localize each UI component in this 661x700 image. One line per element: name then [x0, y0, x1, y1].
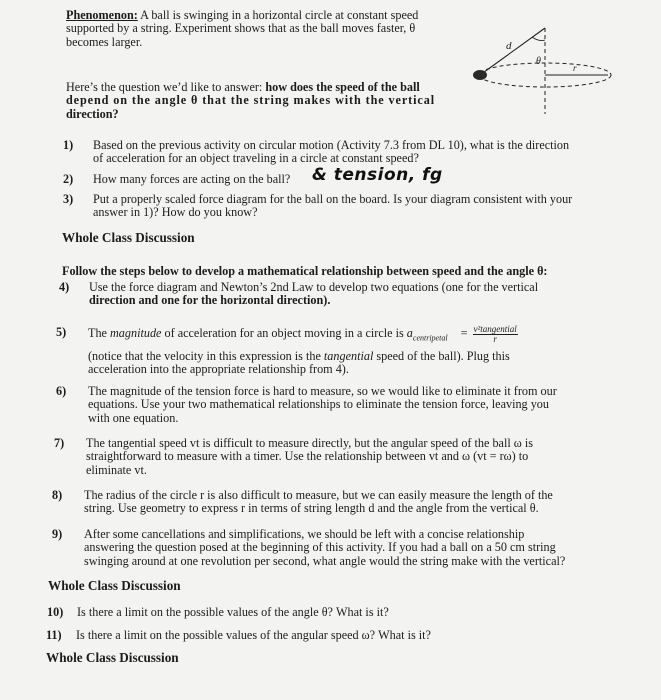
- q9-text: [84, 528, 640, 568]
- question-intro: Here’s the question we’d like to answer:: [66, 80, 266, 94]
- q7-line-3: eliminate vt.: [86, 462, 147, 477]
- ball-icon: [473, 70, 487, 80]
- q6-text: [88, 385, 638, 425]
- q7-text: [86, 437, 638, 477]
- q2-handwritten-answer: & tension, fg: [312, 165, 443, 185]
- q3-text: [93, 193, 638, 220]
- q5-line-1c: of acceleration for an object moving in a circle is: [161, 326, 407, 340]
- q3-number: 3): [63, 192, 74, 206]
- q5-line-1a: The: [88, 326, 110, 340]
- q5-tangential: tangential: [323, 349, 374, 363]
- q8-line-1: The radius of the circle r is also difficult to measure, but we can easily measure the length of the: [84, 488, 553, 502]
- question-bold-3: direction?: [66, 106, 119, 121]
- q5-number: 5): [56, 325, 67, 339]
- q5-equals: =: [460, 326, 468, 340]
- q7-line-1: The tangential speed vt is difficult to measure directly, but the angular speed of the ball ω is: [86, 436, 533, 450]
- q5-fraction: [473, 325, 518, 344]
- q5-line-2: [88, 350, 638, 363]
- q5-magnitude: magnitude: [110, 326, 162, 340]
- phenomenon-paragraph: [66, 9, 466, 49]
- label-r: r: [573, 63, 577, 73]
- question-paragraph: [66, 81, 464, 121]
- q8-number: 8): [52, 488, 63, 502]
- q5-line-1: [88, 322, 638, 344]
- whole-class-discussion-heading-2: Whole Class Discussion: [48, 578, 181, 593]
- q4-number: 4): [59, 280, 70, 294]
- q5-frac-top: v²tangential: [473, 323, 517, 334]
- q1-line-2: of acceleration for an object traveling in a circle at constant speed?: [93, 151, 419, 166]
- phenomenon-label: Phenomenon:: [66, 8, 138, 22]
- q3-line-2: answer in 1)? How do you know?: [93, 205, 258, 220]
- q7-number: 7): [54, 436, 65, 450]
- label-theta: θ: [536, 56, 541, 67]
- q10-line-1: Is there a limit on the possible values of the angle θ? What is it?: [77, 605, 389, 619]
- whole-class-discussion-heading-3: Whole Class Discussion: [46, 650, 179, 665]
- q6-line-3: with one equation.: [88, 410, 179, 425]
- label-d: d: [506, 40, 512, 52]
- pendulum-diagram: [470, 20, 630, 120]
- q5-line-3: acceleration into the appropriate relationship from 4).: [88, 362, 349, 377]
- phenomenon-text-2: supported by a string. Experiment shows that as the ball moves faster, θ: [66, 21, 416, 36]
- phenomenon-text-1: A ball is swinging in a horizontal circle at constant speed: [137, 8, 419, 22]
- q5-text: [88, 322, 638, 377]
- follow-steps-heading: Follow the steps below to develop a mathematical relationship between speed and the angle θ:: [62, 264, 548, 278]
- whole-class-discussion-heading-1: Whole Class Discussion: [62, 230, 195, 245]
- q8-line-2: string. Use geometry to express r in terms of string length d and the angle from the vertical θ.: [84, 501, 539, 516]
- q3-line-1: Put a properly scaled force diagram for the ball on the board. Is your diagram consistent with your: [93, 192, 573, 206]
- angle-arc: [532, 37, 545, 41]
- q11-line-1: Is there a limit on the possible values of the angular speed ω? What is it?: [76, 628, 431, 642]
- q4-line-1: Use the force diagram and Newton’s 2nd Law to develop two equations (one for the vertical: [89, 280, 539, 294]
- q9-line-3: swinging around at one revolution per second, what angle would the string make with the vertical?: [84, 553, 566, 568]
- q8-text: [84, 489, 638, 516]
- q7-line-2: straightforward to measure with a timer. Use the relationship between vt and ω (vt = rω) to: [86, 449, 529, 464]
- q2-line-1: How many forces are acting on the ball?: [93, 172, 291, 186]
- q11-number: 11): [46, 628, 62, 642]
- question-bold-2: depend on the angle θ that the string makes with the vertical: [66, 93, 435, 108]
- q5-a-subscript: centripetal: [412, 333, 448, 343]
- q5-a-symbol: a: [406, 326, 413, 340]
- q9-line-2: answering the question posed at the beginning of this activity. If you had a ball on a 50 cm string: [84, 540, 556, 555]
- q6-line-2: equations. Use your two mathematical relationships to eliminate the tension force, leaving you: [88, 397, 549, 412]
- q5-line-2c: speed of the ball). Plug this: [373, 349, 510, 363]
- q1-number: 1): [63, 138, 74, 152]
- q5-line-2a: (notice that the velocity in this expression is the: [88, 349, 324, 363]
- q6-number: 6): [56, 384, 67, 398]
- q9-line-1: After some cancellations and simplifications, we should be left with a concise relationship: [84, 527, 525, 541]
- q10-number: 10): [47, 605, 64, 619]
- q2-number: 2): [63, 172, 74, 186]
- q5-frac-bot: r: [493, 333, 497, 344]
- q4-text: [89, 281, 637, 308]
- q1-line-1: Based on the previous activity on circular motion (Activity 7.3 from DL 10), what is the direction: [93, 138, 570, 152]
- phenomenon-text-3: becomes larger.: [66, 34, 143, 49]
- q9-number: 9): [52, 527, 63, 541]
- q6-line-1: The magnitude of the tension force is hard to measure, so we would like to eliminate it from our: [88, 384, 557, 398]
- q4-line-2: direction and one for the horizontal direction).: [89, 293, 331, 308]
- q1-text: [93, 139, 633, 166]
- question-bold-1: how does the speed of the ball: [265, 80, 420, 94]
